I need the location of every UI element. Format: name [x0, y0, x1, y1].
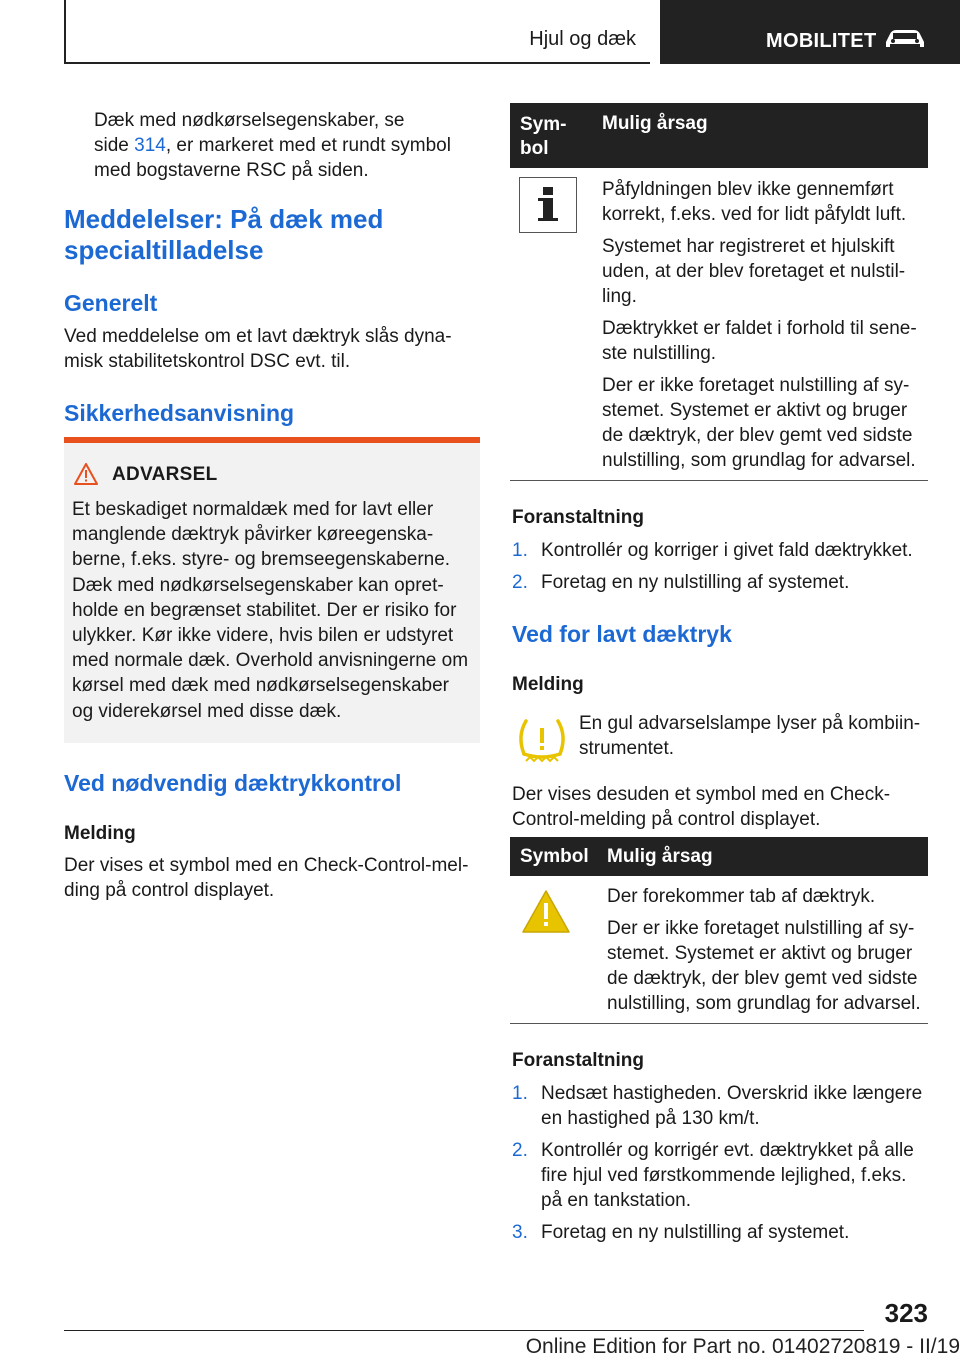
table1-header	[510, 103, 928, 168]
low-pressure-heading: Ved for lavt dæktryk	[512, 621, 732, 647]
table2-paragraph: Der er ikke foretaget nulstilling af sy- stemet. Systemet er aktivt og bruger de dæktryk, der blev gemt ved sidste nulstilling, som grundlag for advarsel.	[607, 918, 921, 1014]
car-icon	[884, 28, 926, 50]
table1-paragraph: Systemet har registreret et hjulskift uden, at der blev foretaget et nulstil- ling.	[602, 236, 906, 307]
header-rule	[64, 62, 650, 64]
table1-paragraph: Påfyldningen blev ikke gennemført korrekt, f.eks. ved for lidt påfyldt luft.	[602, 179, 907, 225]
page-number: 323	[884, 1298, 928, 1328]
general-heading: Generelt	[64, 290, 158, 316]
footer-rule	[64, 1330, 864, 1331]
chapter-title: Hjul og dæk	[529, 28, 636, 50]
warning-text: Et beskadiget normaldæk med for lavt eller manglende dæktryk påvirker køreegenska- berne, f.eks. styre- og bremseegenskaberne. Dæk med nødkørselsegenskaber kan opret- holde en begrænset stabilitet. Der er risiko for ulykker. Kør ikke videre, hvis bilen er udstyret med normale dæk. Overhold anvisningerne om kørsel med dæk med nødkørselsegenskaber og viderekørsel med disse dæk.	[72, 499, 469, 722]
table2-col-symbol: Symbol	[520, 846, 589, 867]
tire-pressure-warning-icon	[514, 716, 570, 766]
needed-check-heading: Ved nødvendig dæktrykkontrol	[64, 770, 402, 796]
measure2-list	[512, 1081, 928, 1245]
info-icon	[519, 177, 577, 233]
list-item: 3. Foretag en ny nulstilling af systemet.	[512, 1222, 850, 1243]
section-tab[interactable]	[660, 0, 960, 64]
measure1-heading: Foranstaltning	[512, 507, 644, 528]
list-item: 1. Nedsæt hastigheden. Overskrid ikke længere en hastighed på 130 km/t.	[512, 1083, 923, 1129]
list-item: 1. Kontrollér og korriger i givet fald dæktrykket.	[512, 540, 913, 561]
warning-triangle-icon	[520, 888, 572, 936]
table1-paragraph: Dæktrykket er faldet i forhold til sene- ste nulstilling.	[602, 318, 917, 364]
table2-paragraph: Der forekommer tab af dæktryk.	[607, 886, 876, 907]
table2-header	[510, 837, 928, 876]
message-paragraph: Der vises et symbol med en Check-Control-mel- ding på control displayet.	[64, 855, 469, 901]
table1-cause-cell	[602, 177, 928, 473]
page-link[interactable]: 314	[134, 135, 166, 156]
intro-paragraph: Dæk med nødkørselsegenskaber, se side 314, er markeret med et rundt symbol med bogstaverne RSC på siden.	[94, 110, 451, 181]
table2-col-cause: Mulig årsag	[607, 846, 713, 867]
main-heading: Meddelelser: På dæk med specialtilladelse	[64, 204, 384, 265]
table2-cause-cell	[607, 884, 928, 1016]
also-paragraph: Der vises desuden et symbol med en Check- Control-melding på control displayet.	[512, 784, 891, 830]
table1-paragraph: Der er ikke foretaget nulstilling af sy- stemet. Systemet er aktivt og bruger de dæktryk, der blev gemt ved sidste nulstilling, som grundlag for advarsel.	[602, 375, 916, 471]
general-paragraph: Ved meddelelse om et lavt dæktryk slås dyna- misk stabilitetskontrol DSC evt. til.	[64, 326, 452, 372]
list-item: 2. Foretag en ny nulstilling af systemet.	[512, 572, 850, 593]
list-item: 2. Kontrollér og korrigér evt. dæktrykket på alle fire hjul ved førstkommende lejlighed, f.eks. på en tankstation.	[512, 1140, 914, 1211]
table1-col-symbol: Sym- bol	[520, 114, 567, 159]
measure2-heading: Foranstaltning	[512, 1050, 644, 1071]
message-label: Melding	[64, 823, 136, 844]
safety-heading: Sikkerhedsanvisning	[64, 400, 295, 426]
edition-text: Online Edition for Part no. 01402720819 - II/19	[525, 1335, 960, 1358]
header-divider	[64, 0, 66, 64]
table1-bottom-rule	[510, 480, 928, 481]
table1-col-cause: Mulig årsag	[602, 113, 708, 134]
low-message-label: Melding	[512, 674, 584, 695]
warning-title: ADVARSEL	[112, 464, 218, 485]
section-label: MOBILITET	[766, 30, 877, 52]
lamp-paragraph: En gul advarselslampe lyser på kombiin- strumentet.	[579, 713, 921, 759]
warning-triangle-icon	[74, 463, 98, 485]
measure1-list	[512, 538, 928, 595]
table2-bottom-rule	[510, 1023, 928, 1024]
